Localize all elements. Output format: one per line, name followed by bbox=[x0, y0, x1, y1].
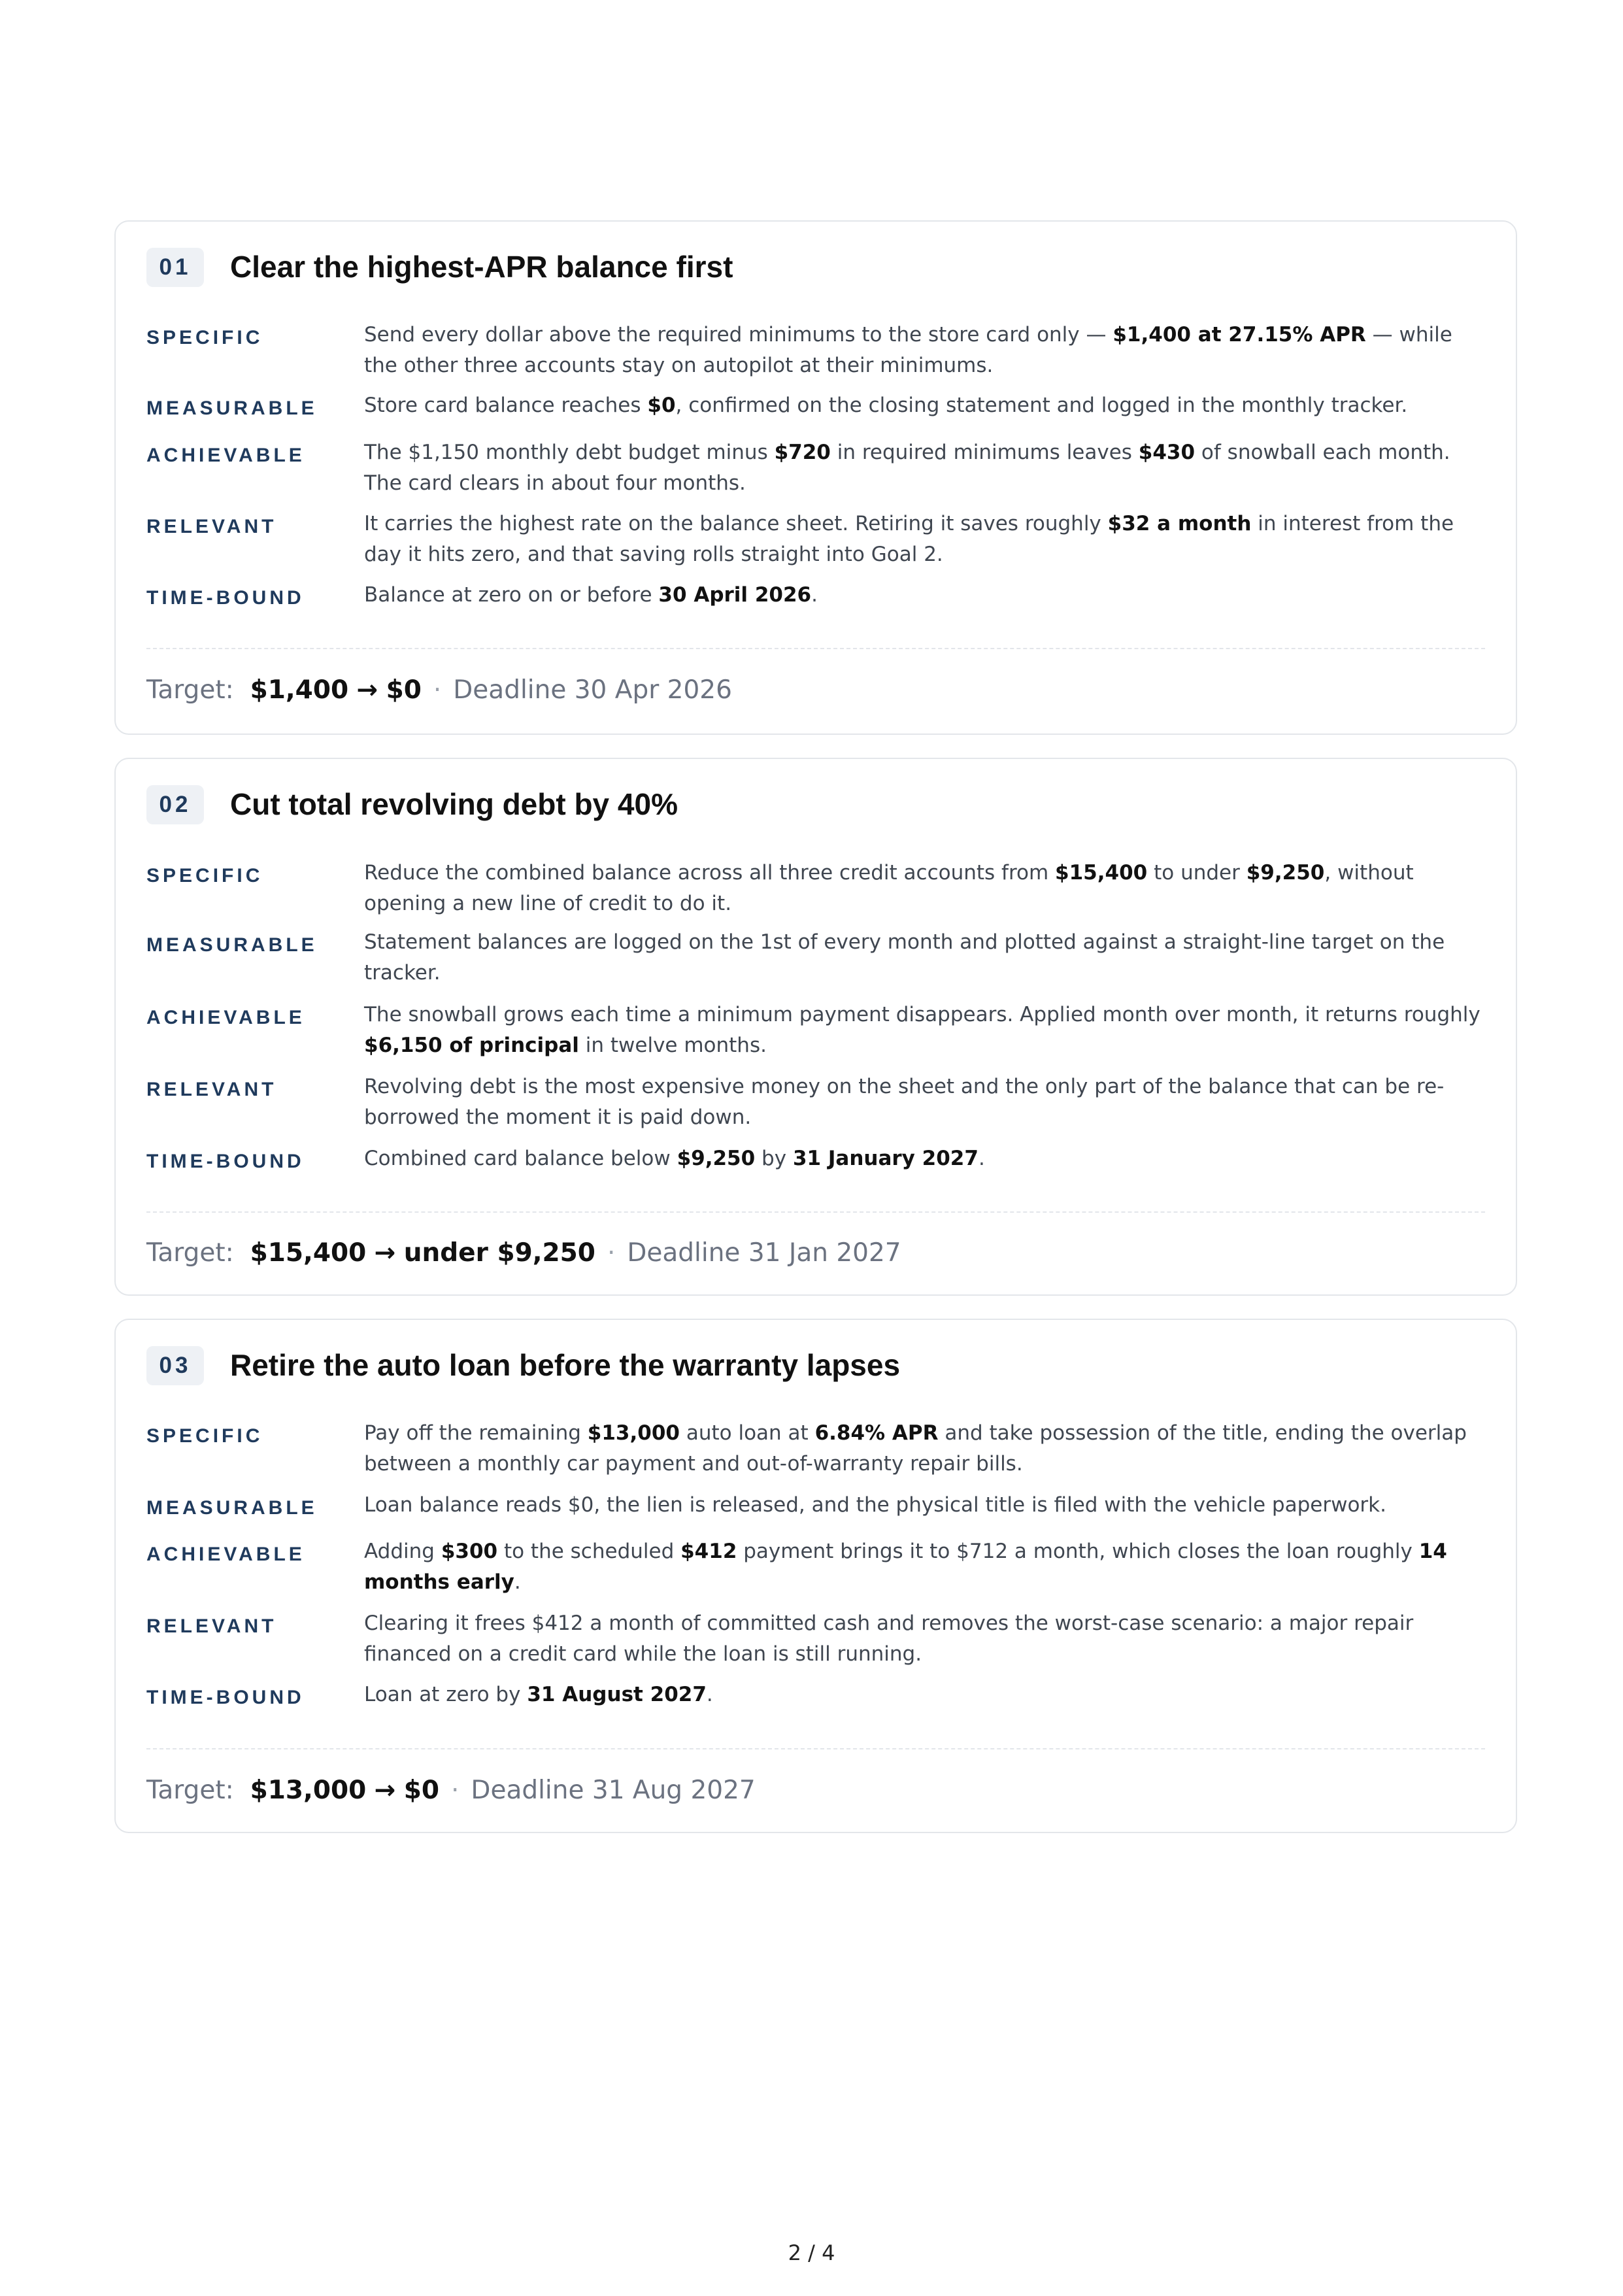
emphasis-text: $13,000 bbox=[587, 1421, 680, 1445]
criterion-text bbox=[364, 320, 1488, 381]
emphasis-text: $1,400 at 27.15% APR bbox=[1113, 323, 1366, 346]
criterion-text bbox=[364, 927, 1488, 988]
goal-title: Clear the highest-APR balance first bbox=[230, 250, 733, 284]
separator-dot: · bbox=[607, 1238, 616, 1268]
emphasis-text: $0 bbox=[647, 394, 676, 417]
criterion-label: MEASURABLE bbox=[146, 1497, 318, 1519]
emphasis-text: 31 January 2027 bbox=[792, 1147, 979, 1170]
text-run: to the scheduled bbox=[497, 1540, 681, 1563]
target-prefix: Target: bbox=[146, 675, 234, 705]
target-deadline: Deadline 30 Apr 2026 bbox=[453, 675, 732, 705]
text-run: of snowball each month. The card clears in about four months. bbox=[364, 441, 1450, 495]
text-run: Store card balance reaches bbox=[364, 394, 648, 417]
goal-number-badge: 01 bbox=[146, 248, 204, 287]
criterion-text bbox=[364, 1072, 1488, 1133]
emphasis-text: $430 bbox=[1138, 441, 1196, 464]
target-summary bbox=[146, 1776, 756, 1805]
text-run: Reduce the combined balance across all three credit accounts from bbox=[364, 861, 1056, 885]
text-run: Combined card balance below bbox=[364, 1147, 677, 1170]
criterion-text bbox=[364, 390, 1488, 421]
page-number: 2 / 4 bbox=[788, 2240, 835, 2265]
goal-number-badge: 03 bbox=[146, 1346, 204, 1385]
emphasis-text: $6,150 of principal bbox=[364, 1034, 579, 1057]
criterion-label: ACHIEVABLE bbox=[146, 1007, 305, 1028]
emphasis-text: $9,250 bbox=[1246, 861, 1325, 885]
target-deadline: Deadline 31 Aug 2027 bbox=[471, 1776, 756, 1805]
criterion-text bbox=[364, 1608, 1488, 1670]
target-arrow: → bbox=[374, 1776, 396, 1805]
text-run: . bbox=[811, 583, 818, 607]
text-run: Balance at zero on or before bbox=[364, 583, 659, 607]
divider bbox=[146, 1748, 1485, 1749]
text-run: Send every dollar above the required minimums to the store card only — bbox=[364, 323, 1113, 346]
target-summary bbox=[146, 1238, 901, 1268]
emphasis-text: 6.84% APR bbox=[814, 1421, 939, 1445]
target-to: $0 bbox=[403, 1776, 440, 1805]
text-run: . bbox=[514, 1570, 521, 1594]
criterion-text bbox=[364, 1490, 1488, 1521]
text-run: Loan at zero by bbox=[364, 1683, 527, 1706]
target-prefix: Target: bbox=[146, 1776, 234, 1805]
text-run: Clearing it frees $412 a month of committed cash and removes the worst-case scenario: a major repair financed on a credit card while the loan is still running. bbox=[364, 1612, 1414, 1666]
criterion-text bbox=[364, 1418, 1488, 1479]
criterion-text bbox=[364, 509, 1488, 570]
criterion-text bbox=[364, 580, 1488, 611]
criterion-label: SPECIFIC bbox=[146, 865, 263, 886]
text-run: auto loan at bbox=[680, 1421, 815, 1445]
criterion-label: ACHIEVABLE bbox=[146, 1544, 305, 1565]
goal-card bbox=[114, 220, 1517, 735]
text-run: in required minimums leaves bbox=[830, 441, 1139, 464]
target-deadline: Deadline 31 Jan 2027 bbox=[627, 1238, 901, 1268]
criterion-label: TIME-BOUND bbox=[146, 1151, 305, 1172]
text-run: in interest from the day it hits zero, and that saving rolls straight into Goal 2. bbox=[364, 512, 1454, 566]
target-arrow: → bbox=[356, 675, 378, 705]
separator-dot: · bbox=[433, 675, 442, 705]
emphasis-text: 14 months early bbox=[364, 1540, 1447, 1594]
text-run: . bbox=[978, 1147, 985, 1170]
goal-number-badge: 02 bbox=[146, 785, 204, 824]
text-run: It carries the highest rate on the balance sheet. Retiring it saves roughly bbox=[364, 512, 1108, 535]
text-run: , without opening a new line of credit to do it. bbox=[364, 861, 1414, 915]
criterion-label: SPECIFIC bbox=[146, 327, 263, 348]
divider bbox=[146, 648, 1485, 649]
text-run: — while the other three accounts stay on autopilot at their minimums. bbox=[364, 323, 1452, 377]
target-from: $13,000 bbox=[250, 1776, 367, 1805]
emphasis-text: 30 April 2026 bbox=[658, 583, 812, 607]
criterion-text bbox=[364, 858, 1488, 919]
target-from: $1,400 bbox=[250, 675, 349, 705]
criterion-label: MEASURABLE bbox=[146, 934, 318, 956]
emphasis-text: $720 bbox=[774, 441, 831, 464]
target-summary bbox=[146, 675, 732, 705]
criterion-label: RELEVANT bbox=[146, 1079, 277, 1100]
text-run: The $1,150 monthly debt budget minus bbox=[364, 441, 775, 464]
criterion-label: TIME-BOUND bbox=[146, 1687, 305, 1708]
text-run: to under bbox=[1147, 861, 1247, 885]
text-run: Adding bbox=[364, 1540, 441, 1563]
target-to: $0 bbox=[386, 675, 422, 705]
target-prefix: Target: bbox=[146, 1238, 234, 1268]
text-run: by bbox=[755, 1147, 793, 1170]
text-run: Pay off the remaining bbox=[364, 1421, 588, 1445]
separator-dot: · bbox=[451, 1776, 460, 1805]
text-run: payment brings it to $712 a month, which closes the loan roughly bbox=[737, 1540, 1419, 1563]
goal-card bbox=[114, 1319, 1517, 1833]
text-run: in twelve months. bbox=[578, 1034, 767, 1057]
criterion-text bbox=[364, 1536, 1488, 1598]
target-arrow: → bbox=[374, 1238, 396, 1268]
target-to: under $9,250 bbox=[403, 1238, 595, 1268]
criterion-label: RELEVANT bbox=[146, 516, 277, 537]
criterion-text bbox=[364, 1000, 1488, 1061]
emphasis-text: $300 bbox=[441, 1540, 498, 1563]
criterion-text bbox=[364, 437, 1488, 499]
text-run: Revolving debt is the most expensive money on the sheet and the only part of the balance that can be re-borrowed the moment it is paid down. bbox=[364, 1075, 1445, 1129]
text-run: The snowball grows each time a minimum payment disappears. Applied month over month, it returns roughly bbox=[364, 1003, 1481, 1026]
text-run: Loan balance reads $0, the lien is released, and the physical title is filed with the vehicle paperwork. bbox=[364, 1493, 1386, 1517]
goal-card bbox=[114, 758, 1517, 1296]
criterion-label: ACHIEVABLE bbox=[146, 445, 305, 466]
text-run: , confirmed on the closing statement and logged in the monthly tracker. bbox=[675, 394, 1408, 417]
criterion-text bbox=[364, 1680, 1488, 1710]
divider bbox=[146, 1211, 1485, 1213]
text-run: . bbox=[706, 1683, 713, 1706]
goal-title: Cut total revolving debt by 40% bbox=[230, 787, 678, 821]
emphasis-text: $15,400 bbox=[1055, 861, 1148, 885]
criterion-text bbox=[364, 1143, 1488, 1174]
target-from: $15,400 bbox=[250, 1238, 367, 1268]
text-run: Statement balances are logged on the 1st of every month and plotted against a straight-line target on the tracker. bbox=[364, 930, 1445, 985]
criterion-label: SPECIFIC bbox=[146, 1425, 263, 1447]
emphasis-text: $32 a month bbox=[1107, 512, 1252, 535]
emphasis-text: 31 August 2027 bbox=[527, 1683, 707, 1706]
text-run: and take possession of the title, ending the overlap between a monthly car payment and out-of-warranty repair bills. bbox=[364, 1421, 1467, 1476]
goal-title: Retire the auto loan before the warranty lapses bbox=[230, 1348, 901, 1382]
emphasis-text: $412 bbox=[680, 1540, 737, 1563]
criterion-label: RELEVANT bbox=[146, 1615, 277, 1637]
criterion-label: TIME-BOUND bbox=[146, 587, 305, 609]
criterion-label: MEASURABLE bbox=[146, 397, 318, 419]
emphasis-text: $9,250 bbox=[677, 1147, 756, 1170]
